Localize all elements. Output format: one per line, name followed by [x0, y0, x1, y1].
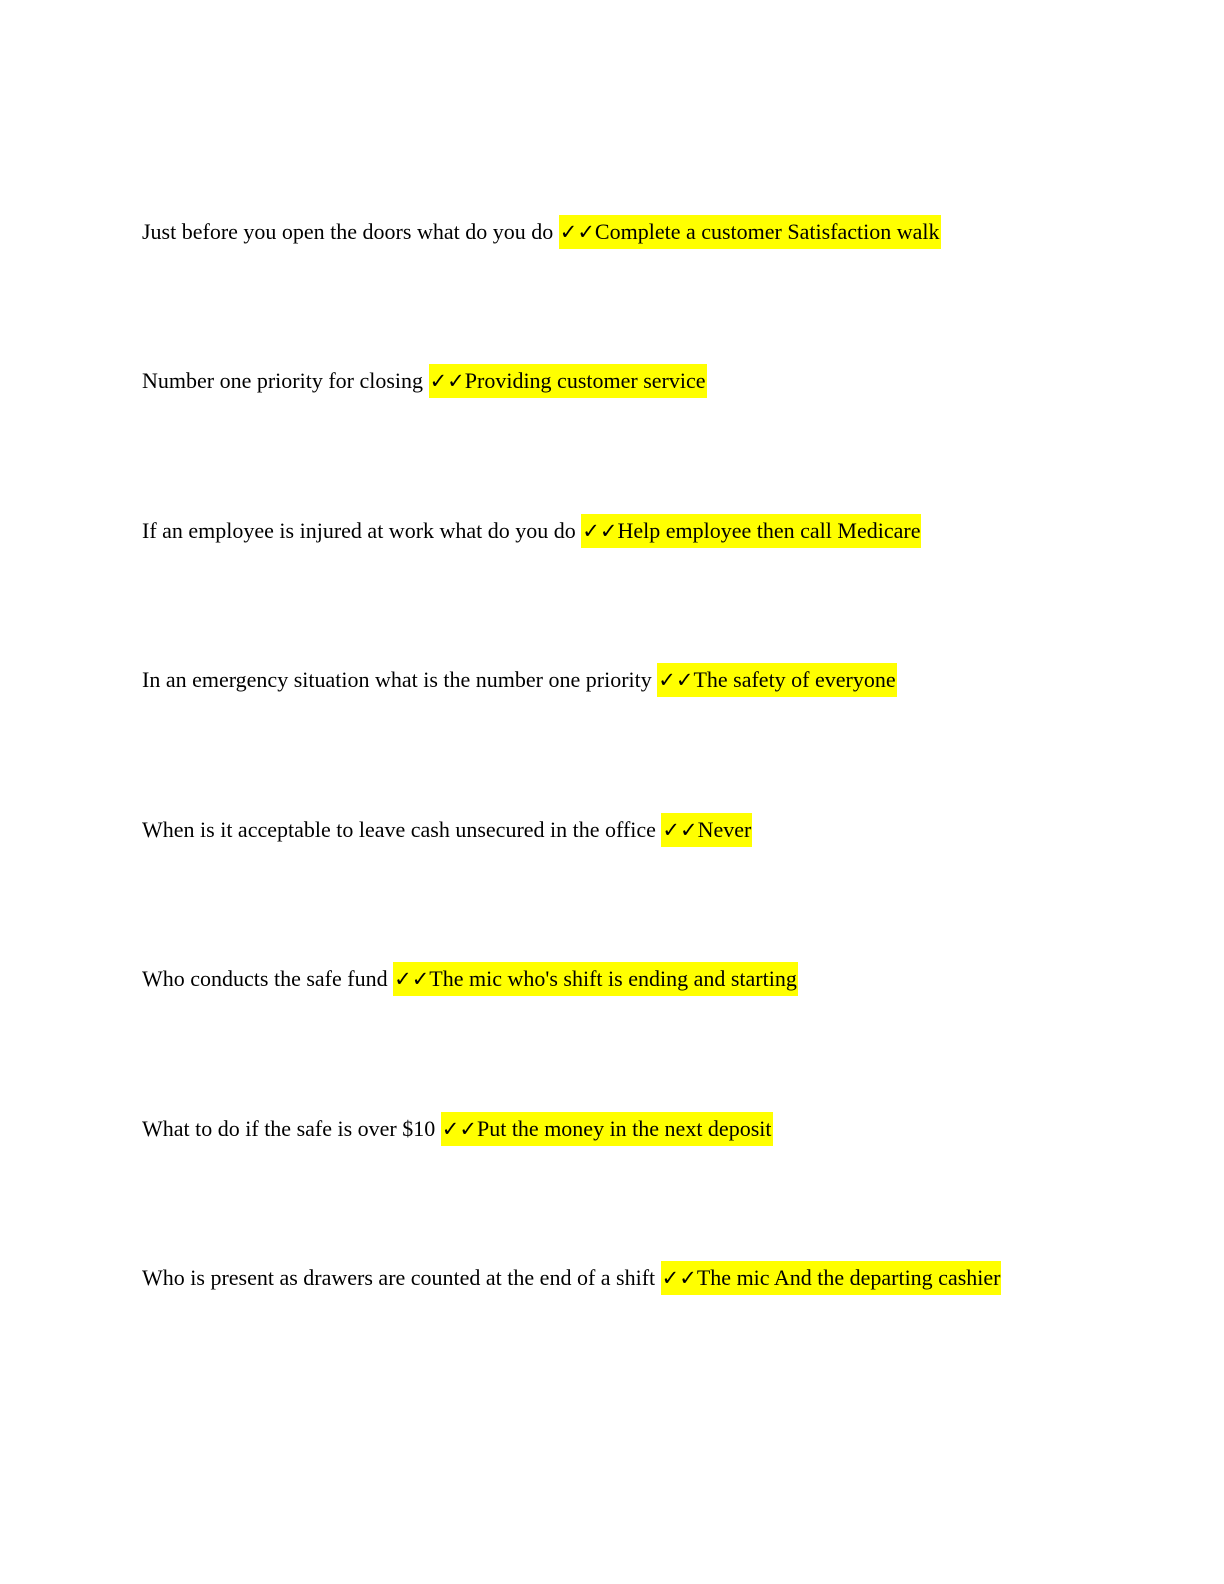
qa-item [142, 1099, 1042, 1159]
answer-highlight [661, 1261, 1002, 1295]
answer-text: The mic who's shift is ending and starting [429, 966, 797, 991]
answer-highlight [393, 962, 798, 996]
double-checkmark-icon: ✓✓ [662, 818, 698, 842]
double-checkmark-icon: ✓✓ [429, 369, 465, 393]
double-checkmark-icon: ✓✓ [394, 967, 430, 991]
qa-item [142, 202, 1042, 262]
question-text: If an employee is injured at work what do you do [142, 518, 576, 543]
answer-text: Complete a customer Satisfaction walk [594, 219, 940, 244]
double-checkmark-icon: ✓✓ [658, 668, 694, 692]
question-text: Who conducts the safe fund [142, 966, 388, 991]
qa-item [142, 501, 1042, 561]
double-checkmark-icon: ✓✓ [441, 1117, 477, 1141]
answer-text: The mic And the departing cashier [696, 1265, 1001, 1290]
answer-text: Providing customer service [464, 368, 706, 393]
answer-highlight [429, 364, 707, 398]
answer-highlight [657, 663, 896, 697]
qa-item [142, 800, 1042, 860]
answer-highlight [661, 813, 752, 847]
qa-item [142, 650, 1042, 710]
double-checkmark-icon: ✓✓ [559, 220, 595, 244]
answer-text: Help employee then call Medicare [617, 518, 921, 543]
double-checkmark-icon: ✓✓ [661, 1266, 697, 1290]
answer-highlight [581, 514, 921, 548]
question-text: Who is present as drawers are counted at the end of a shift [142, 1265, 656, 1290]
qa-item [142, 949, 1042, 1009]
qa-item [142, 351, 1042, 411]
qa-item [142, 1248, 1042, 1308]
answer-text: Never [697, 817, 752, 842]
answer-text: Put the money in the next deposit [476, 1116, 772, 1141]
question-text: Just before you open the doors what do you do [142, 219, 554, 244]
answer-highlight [441, 1112, 773, 1146]
double-checkmark-icon: ✓✓ [582, 519, 618, 543]
answer-highlight [559, 215, 941, 249]
question-text: In an emergency situation what is the number one priority [142, 667, 652, 692]
question-text: When is it acceptable to leave cash unsecured in the office [142, 817, 656, 842]
question-text: What to do if the safe is over $10 [142, 1116, 436, 1141]
answer-text: The safety of everyone [693, 667, 896, 692]
question-text: Number one priority for closing [142, 368, 424, 393]
